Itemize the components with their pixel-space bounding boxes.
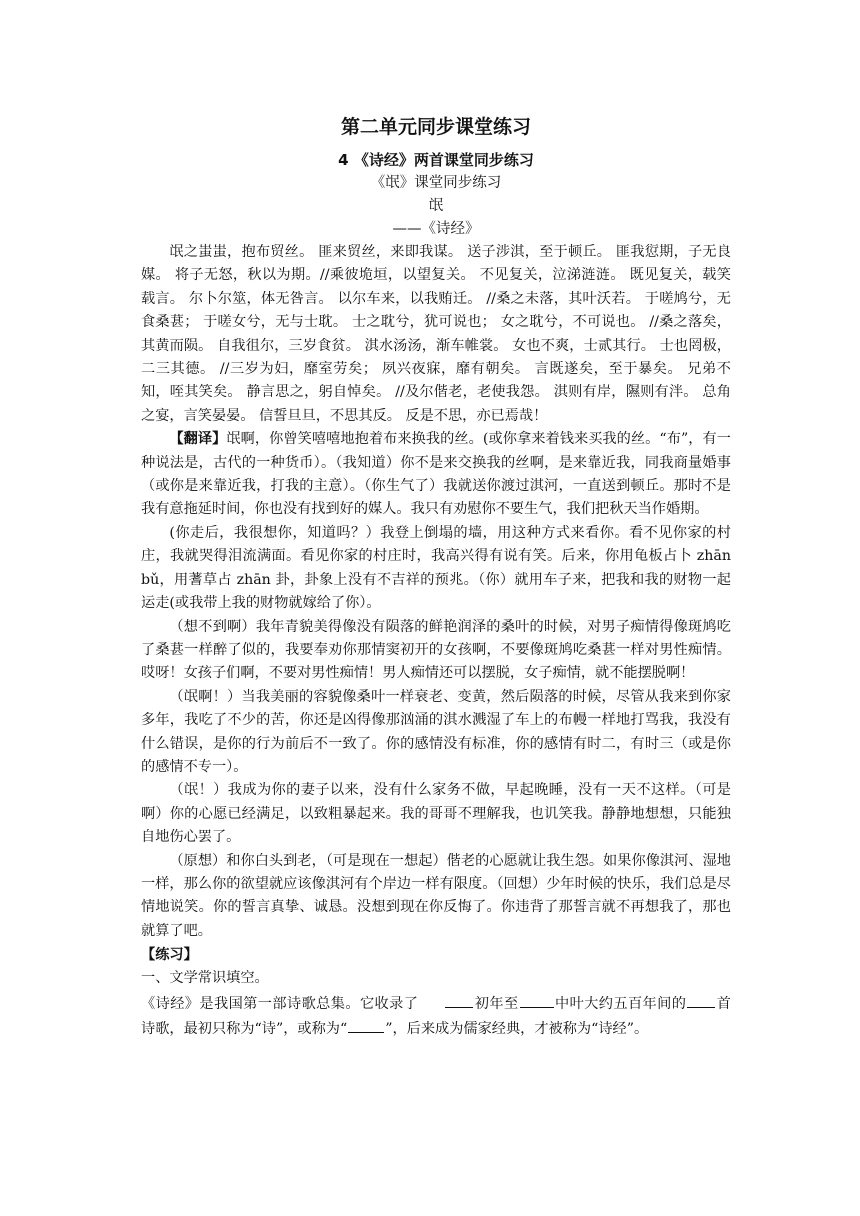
question-1-text-d: 首诗歌，最初只称为“诗”，或称为“ [141,995,731,1037]
question-1-title: 一、文学常识填空。 [141,970,269,987]
practice-title: 《氓》课堂同步练习 [370,175,502,191]
translation-paragraph-3: （想不到啊）我年青貌美得像没有陨落的鲜艳润泽的桑叶的时候，对男子痴情得像斑鸠吃了桑葚一样醉了似的，我要奉劝你那情窦初开的女孩啊，不要像斑鸠吃桑葚一样对男性痴情。哎呀！女孩子们啊，不要对男性痴情！男人痴情还可以摆脱，女子痴情，就不能摆脱啊！ [141,618,731,682]
translation-paragraph-6: （原想）和你白头到老，（可是现在一想起）偕老的心愿就让我生怨。如果你像淇河、湿地一样，那么你的欲望就应该像淇河有个岸边一样有限度。（回想）少年时候的快乐，我们总是尽情地说笑。你的誓言真挚、诚恳。没想到现在你反悔了。你违背了那誓言就不再想我了，那也就算了吧。 [141,852,731,939]
unit-title: 第二单元同步课堂练习 [340,116,531,138]
question-1-body [141,991,731,1042]
answer-blank-1[interactable] [445,991,473,1008]
question-1-text-e: ”，后来成为儒家经典，才被称为“诗经”。 [385,1021,649,1037]
document-content [141,114,746,1041]
answer-blank-4[interactable] [348,1016,384,1033]
question-1-text-a: 《诗经》是我国第一部诗歌总集。它收录了 [141,995,419,1012]
poem-source: ——《诗经》 [392,221,480,237]
question-1-text-b: 初年至 [474,995,519,1012]
poem-text: 氓之蚩蚩，抱布贸丝。 匪来贸丝，来即我谋。 送子涉淇，至于顿丘。 匪我愆期，子无良媒。 将子无怒，秋以为期。//乘彼垝垣，以望复关。 不见复关，泣涕涟涟。 既见复关，载笑载言。 尔卜尔筮，体无咎言。 以尔车来，以我贿迁。 //桑之未落，其叶沃若。 于嗟鸠兮，无食桑葚； 于嗟女兮，无与士耽。 士之耽兮，犹可说也； 女之耽兮，不可说也。 //桑之落矣，其黄而陨。 自我徂尔，三岁食贫。 淇水汤汤，渐车帷裳。 女也不爽，士贰其行。 士也罔极，二三其德。 //三岁为妇，靡室劳矣； 夙兴夜寐，靡有朝矣。 言既遂矣，至于暴矣。 兄弟不知，咥其笑矣。 静言思之，躬自悼矣。 //及尔偕老，老使我怨。 淇则有岸，隰则有泮。 总角之宴，言笑晏晏。 信誓旦旦，不思其反。 反是不思，亦已焉哉！ [141,244,731,424]
translation-paragraph-5: （氓！）我成为你的妻子以来，没有什么家务不做，早起晚睡，没有一天不这样。（可是啊）你的心愿已经满足，以致粗暴起来。我的哥哥不理解我，也讥笑我。静静地想想，只能独自地伤心罢了。 [141,782,731,846]
answer-blank-3[interactable] [687,991,715,1008]
lesson-title: 4 《诗经》两首课堂同步练习 [338,151,534,169]
exercise-heading: 【练习】 [141,947,198,964]
translation-paragraph-4: （氓啊！）当我美丽的容貌像桑叶一样衰老、变黄，然后陨落的时候，尽管从我来到你家多年，我吃了不少的苦，你还是凶得像那汹涌的淇水溅湿了车上的布幔一样地打骂我，我没有什么错误，是你的行为前后不一致了。你的感情没有标准，你的感情有时二，有时三（或是你的感情不专一）。 [141,688,731,775]
answer-blank-2[interactable] [520,991,554,1008]
translation-paragraph-1 [141,428,731,522]
question-1-text-c: 中叶大约五百年间的 [554,995,687,1012]
translation-label: 【翻译】 [169,431,227,448]
poem-title: 氓 [428,198,444,214]
translation-text-1: 氓啊，你曾笑嘻嘻地抱着布来换我的丝。(或你拿来着钱来买我的丝。“布”，有一种说法是，古代的一种货币）。（我知道）你不是来交换我的丝啊，是来靠近我，同我商量婚事（或你是来靠近我，打我的主意）。（你生气了）我就送你渡过淇河，一直送到顿丘。那时不是我有意拖延时间，你也没有找到好的媒人。我只有劝慰你不要生气，我们把秋天当作婚期。 [141,431,731,518]
translation-paragraph-2: (你走后，我很想你，知道吗？）我登上倒塌的墙，用这种方式来看你。看不见你家的村庄，我就哭得泪流满面。看见你家的村庄时，我高兴得有说有笑。后来，你用龟板占卜 zhān bǔ，用蓍草占 zhān 卦，卦象上没有不吉祥的预兆。（你）就用车子来，把我和我的财物一起运走(或我带上我的财物就嫁给了你）。 [141,524,746,612]
